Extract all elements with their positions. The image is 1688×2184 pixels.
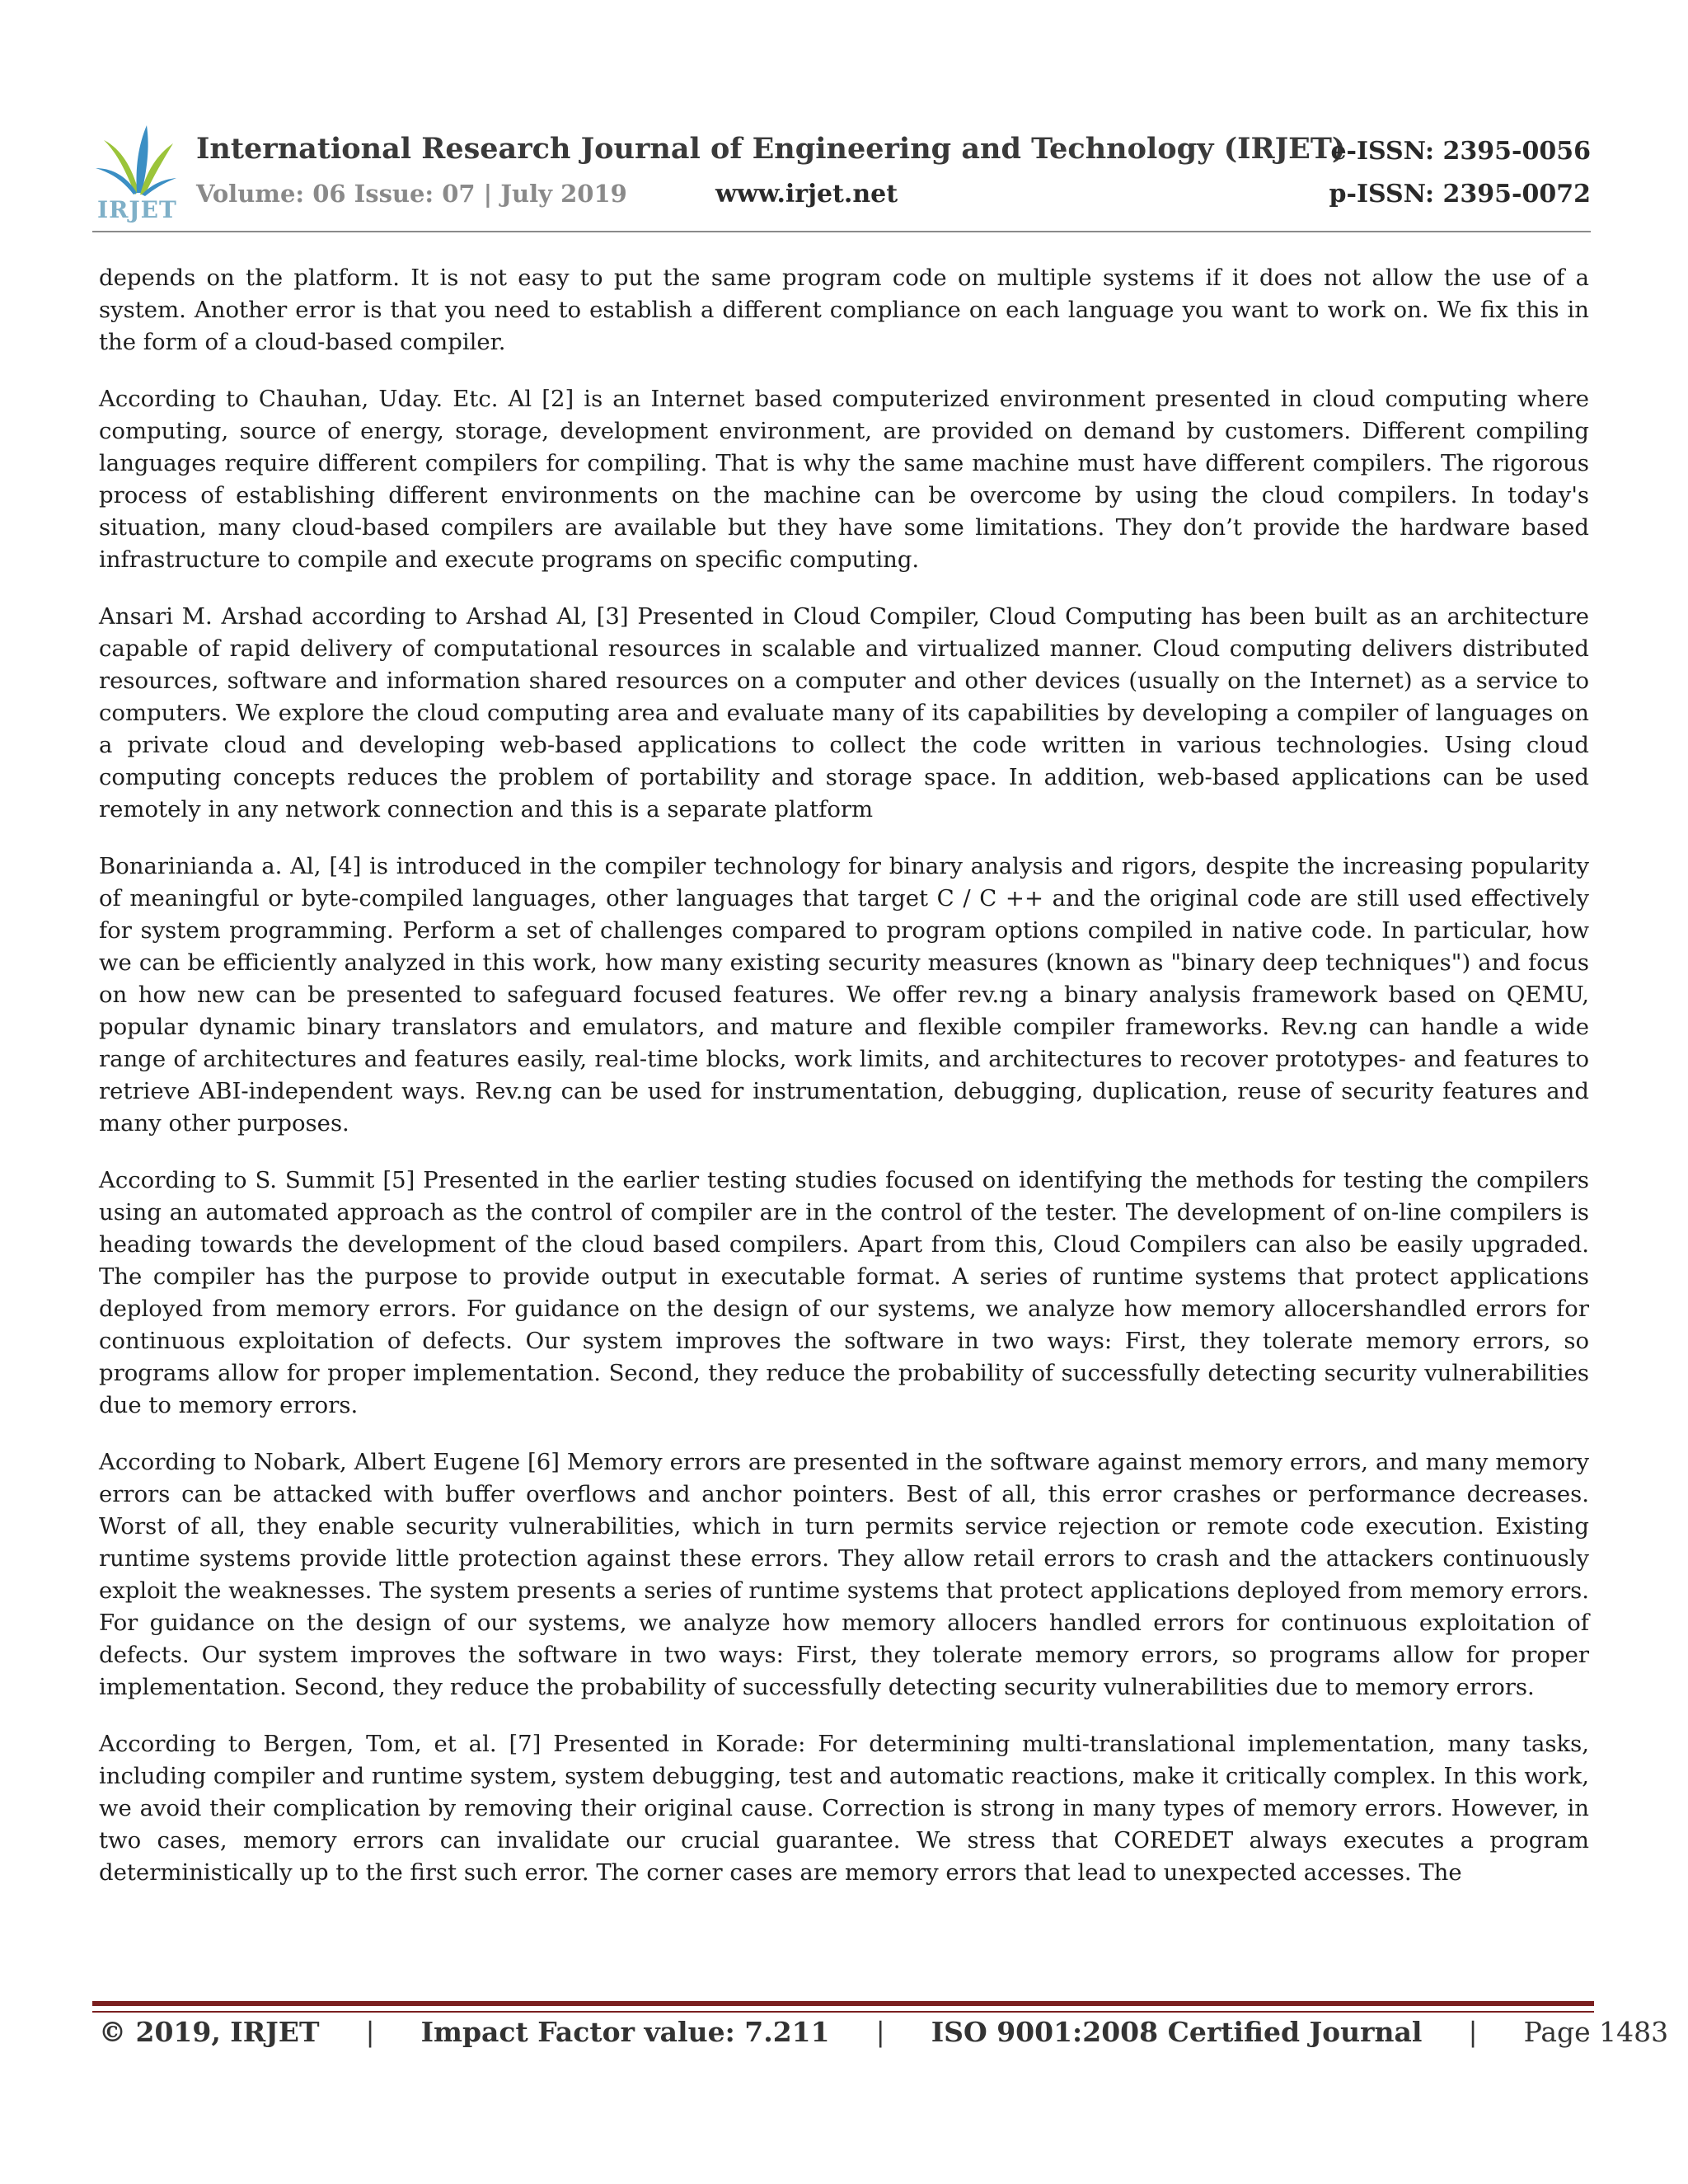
website-link[interactable]: www.irjet.net: [715, 180, 898, 209]
logo-text: IRJET: [97, 196, 177, 223]
paragraph: depends on the platform. It is not easy to put the same program code on multiple systems if it does not allow the use of a system. Another error is that you need to establish a different compliance on each language you want to work on. We fix this in the form of a cloud-based compiler.: [99, 265, 1589, 355]
p-issn: p-ISSN: 2395-0072: [1329, 180, 1591, 209]
paragraph: According to Chauhan, Uday. Etc. Al [2] is an Internet based computerized environment presented in cloud computing where computing, source of energy, storage, development environment, are provided on demand by customers. Different compiling languages require different compilers for compiling. That is why the same machine must have different compilers. The rigorous process of establishing different environments on the machine can be overcome by using the cloud compilers. In today's situation, many cloud-based compilers are available but they have some limitations. They don’t provide the hardware based infrastructure to compile and execute programs on specific computing.: [99, 386, 1589, 573]
footer-separator: |: [1468, 2016, 1478, 2048]
journal-title: International Research Journal of Engineering and Technology (IRJET): [196, 132, 1346, 166]
footer-separator: |: [875, 2016, 885, 2048]
paragraph: Bonarinianda a. Al, [4] is introduced in the compiler technology for binary analysis and rigors, despite the increasing popularity of meaningful or byte-compiled languages, other languages that target C / C ++ and the original code are still used effectively for system programming. Perform a set of challenges compared to program options compiled in native code. In particular, how we can be efficiently analyzed in this work, how many existing security measures (known as "binary deep techniques") and focus on how new can be presented to safeguard focused features. We offer rev.ng a binary analysis framework based on QEMU, popular dynamic binary translators and emulators, and mature and flexible compiler frameworks. Rev.ng can handle a wide range of architectures and features easily, real-time blocks, work limits, and architectures to recover prototypes- and features to retrieve ABI-independent ways. Rev.ng can be used for instrumentation, debugging, duplication, reuse of security features and many other purposes.: [99, 853, 1589, 1137]
footer-divider: [92, 2001, 1594, 2006]
paragraph: According to Nobark, Albert Eugene [6] Memory errors are presented in the software against memory errors, and many memory errors can be attacked with buffer overflows and anchor pointers. Best of all, this error crashes or performance decreases. Worst of all, they enable security vulnerabilities, which in turn permits service rejection or remote code execution. Existing runtime systems provide little protection against these errors. They allow retail errors to crash and the attackers continuously exploit the weaknesses. The system presents a series of runtime systems that protect applications deployed from memory errors. For guidance on the design of our systems, we analyze how memory allocers handled errors for continuous exploitation of defects. Our system improves the software in two ways: First, they tolerate memory errors, so programs allow for proper implementation. Second, they reduce the probability of successfully detecting security vulnerabilities due to memory errors.: [99, 1449, 1589, 1700]
footer-separator: |: [365, 2016, 375, 2048]
paragraph: According to Bergen, Tom, et al. [7] Presented in Korade: For determining multi-translational implementation, many tasks, including compiler and runtime system, system debugging, test and automatic reactions, make it critically complex. In this work, we avoid their complication by removing their original cause. Correction is strong in many types of memory errors. However, in two cases, memory errors can invalidate our crucial guarantee. We stress that COREDET always executes a program deterministically up to the first such error. The corner cases are memory errors that lead to unexpected accesses. The: [99, 1731, 1589, 1886]
journal-header: [92, 115, 1591, 232]
page-number: Page 1483: [1523, 2016, 1669, 2048]
page-footer: [99, 2016, 1668, 2048]
footer-copyright: © 2019, IRJET: [99, 2016, 320, 2048]
irjet-logo: [92, 120, 178, 223]
footer-impact-factor: Impact Factor value: 7.211: [420, 2016, 830, 2048]
paragraph: Ansari M. Arshad according to Arshad Al, [3] Presented in Cloud Compiler, Cloud Computing has been built as an architecture capable of rapid delivery of computational resources in scalable and virtualized manner. Cloud computing delivers distributed resources, software and information shared resources on a computer and other devices (usually on the Internet) as a service to computers. We explore the cloud computing area and evaluate many of its capabilities by developing a compiler of languages on a private cloud and developing web-based applications to collect the code written in various technologies. Using cloud computing concepts reduces the problem of portability and storage space. In addition, web-based applications can be used remotely in any network connection and this is a separate platform: [99, 603, 1589, 823]
body-text: [99, 262, 1589, 1914]
footer-divider-thin: [92, 2011, 1594, 2013]
e-issn: e-ISSN: 2395-0056: [1330, 137, 1591, 166]
volume-issue: Volume: 06 Issue: 07 | July 2019: [196, 180, 627, 208]
logo-leaves-icon: [92, 120, 178, 199]
paragraph: According to S. Summit [5] Presented in the earlier testing studies focused on identifying the methods for testing the compilers using an automated approach as the control of compiler are in the control of the tester. The development of on-line compilers is heading towards the development of the cloud based compilers. Apart from this, Cloud Compilers can also be easily upgraded. The compiler has the purpose to provide output in executable format. A series of runtime systems that protect applications deployed from memory errors. For guidance on the design of our systems, we analyze how memory allocershandled errors for continuous exploitation of defects. Our system improves the software in two ways: First, they tolerate memory errors, so programs allow for proper implementation. Second, they reduce the probability of successfully detecting security vulnerabilities due to memory errors.: [99, 1167, 1589, 1418]
footer-iso: ISO 9001:2008 Certified Journal: [931, 2016, 1423, 2048]
